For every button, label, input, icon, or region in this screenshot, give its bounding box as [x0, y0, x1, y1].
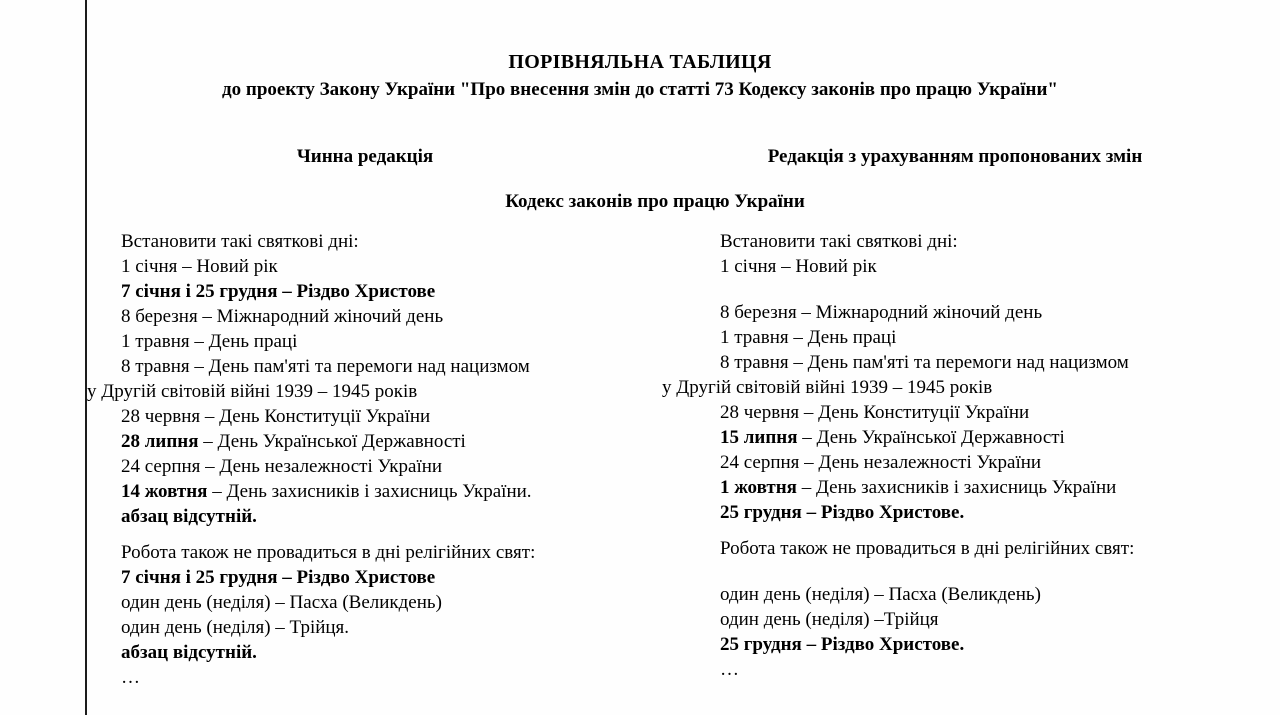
- text-segment: 1 січня – Новий рік: [720, 256, 877, 277]
- bold-text-segment: 14 жовтня: [121, 481, 208, 502]
- column-header-proposed-edition: Редакція з урахуванням пропонованих змін: [767, 146, 1143, 167]
- text-line: [662, 254, 1232, 279]
- text-line: [87, 454, 643, 479]
- text-line: [87, 565, 643, 590]
- text-line: [87, 640, 643, 665]
- text-line: [662, 475, 1232, 500]
- text-segment: Робота також не провадиться в дні релігійних свят:: [121, 542, 536, 563]
- text-line: [662, 536, 1232, 561]
- text-line: [662, 657, 1232, 682]
- text-segment: – День захисників і захисниць України.: [207, 481, 532, 502]
- text-segment: …: [720, 659, 739, 680]
- text-line: [87, 229, 643, 254]
- text-line: [87, 354, 643, 379]
- text-segment: у Другій світовій війні 1939 – 1945 років: [662, 377, 993, 398]
- text-segment: 28 червня – День Конституції України: [121, 406, 431, 427]
- text-segment: 8 травня – День пам'яті та перемоги над нацизмом: [720, 352, 1129, 373]
- text-segment: один день (неділя) –Трійця: [720, 609, 939, 630]
- bold-text-segment: 25 грудня – Різдво Христове.: [720, 502, 965, 523]
- proposed-edition-column: [662, 229, 1232, 682]
- text-segment: – День Української Державності: [198, 431, 466, 452]
- text-segment: Встановити такі святкові дні:: [121, 231, 359, 252]
- text-segment: – День Української Державності: [797, 427, 1065, 448]
- text-segment: 1 травня – День праці: [720, 327, 897, 348]
- text-line: [87, 379, 643, 404]
- text-line: [87, 304, 643, 329]
- text-line: [662, 375, 1232, 400]
- text-segment: 8 березня – Міжнародний жіночий день: [720, 302, 1043, 323]
- text-line: [87, 504, 643, 529]
- text-line: [87, 665, 643, 690]
- text-line: [662, 400, 1232, 425]
- text-segment: 24 серпня – День незалежності України: [121, 456, 443, 477]
- bold-text-segment: абзац відсутній.: [121, 506, 257, 527]
- text-line: [87, 540, 643, 565]
- text-line: [87, 590, 643, 615]
- text-segment: – День захисників і захисниць України: [796, 477, 1117, 498]
- section-header-labor-code: Кодекс законів про працю України: [505, 191, 805, 212]
- text-line: [87, 254, 643, 279]
- text-line: [87, 479, 643, 504]
- bold-text-segment: 7 січня і 25 грудня – Різдво Христове: [121, 281, 436, 302]
- text-segment: 8 травня – День пам'яті та перемоги над нацизмом: [121, 356, 530, 377]
- bold-text-segment: 15 липня: [720, 427, 798, 448]
- current-edition-column: [87, 229, 643, 690]
- text-segment: 8 березня – Міжнародний жіночий день: [121, 306, 444, 327]
- text-line: [87, 429, 643, 454]
- text-segment: 24 серпня – День незалежності України: [720, 452, 1042, 473]
- text-line: [662, 632, 1232, 657]
- bold-text-segment: 1 жовтня: [720, 477, 797, 498]
- bold-text-segment: 28 липня: [121, 431, 199, 452]
- text-segment: у Другій світовій війні 1939 – 1945 років: [87, 381, 418, 402]
- text-segment: Робота також не провадиться в дні релігійних свят:: [720, 538, 1135, 559]
- text-line: [87, 329, 643, 354]
- bold-text-segment: 7 січня і 25 грудня – Різдво Христове: [121, 567, 436, 588]
- text-segment: Встановити такі святкові дні:: [720, 231, 958, 252]
- document-subtitle: до проекту Закону України "Про внесення змін до статті 73 Кодексу законів про працю України": [222, 79, 1058, 100]
- bold-text-segment: 25 грудня – Різдво Христове.: [720, 634, 965, 655]
- text-line: [87, 615, 643, 640]
- document-title: ПОРІВНЯЛЬНА ТАБЛИЦЯ: [508, 51, 772, 73]
- text-line: [662, 607, 1232, 632]
- text-line: [662, 582, 1232, 607]
- text-line: [662, 300, 1232, 325]
- blank-line: [662, 279, 1232, 300]
- text-line: [87, 279, 643, 304]
- text-line: [662, 325, 1232, 350]
- text-segment: 1 січня – Новий рік: [121, 256, 278, 277]
- text-line: [662, 450, 1232, 475]
- text-segment: один день (неділя) – Пасха (Великдень): [121, 592, 442, 613]
- text-line: [662, 500, 1232, 525]
- text-segment: один день (неділя) – Трійця.: [121, 617, 350, 638]
- text-line: [662, 425, 1232, 450]
- text-line: [87, 404, 643, 429]
- text-segment: один день (неділя) – Пасха (Великдень): [720, 584, 1041, 605]
- bold-text-segment: абзац відсутній.: [121, 642, 257, 663]
- text-line: [662, 229, 1232, 254]
- text-segment: …: [121, 667, 140, 688]
- title-block: [0, 48, 1280, 104]
- text-line: [662, 350, 1232, 375]
- blank-line: [662, 561, 1232, 582]
- column-header-current-edition: Чинна редакція: [296, 146, 434, 167]
- text-segment: 1 травня – День праці: [121, 331, 298, 352]
- text-segment: 28 червня – День Конституції України: [720, 402, 1030, 423]
